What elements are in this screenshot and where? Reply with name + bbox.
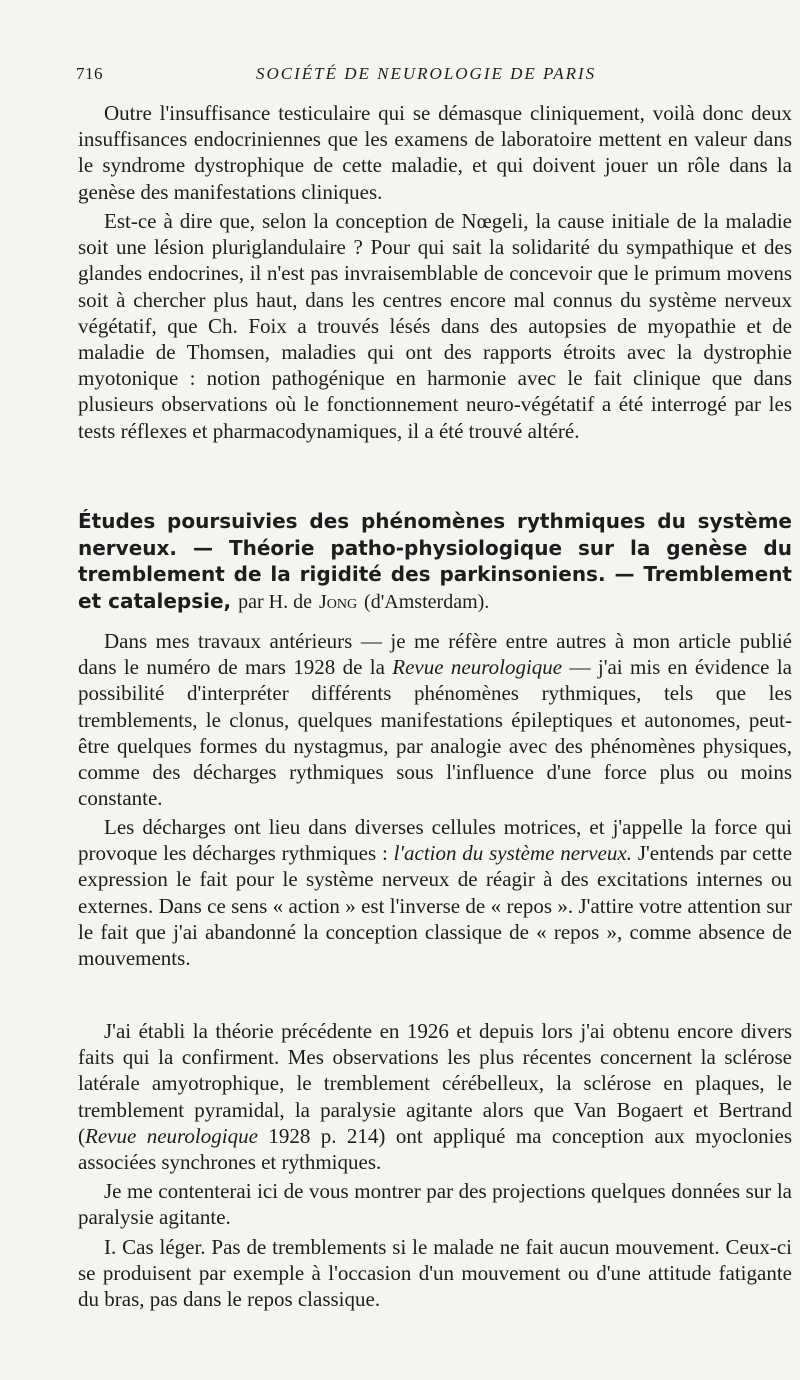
section-heading-title: Études poursuivies des phénomènes rythmiques du système nerveux. — Théorie patho-physiologique sur la genèse du tremblement de la rigidité des parkinsoniens. — Tremblement et catalepsie, [78,509,792,613]
p5-journal: Revue neurologique [85,1123,258,1148]
paragraph-6: Je me contenterai ici de vous montrer par des projections quelques données sur la paralysie agitante. [78,1179,792,1230]
paragraph-1: Outre l'insuffisance testiculaire qui se démasque cliniquement, voilà donc deux insuffisances endocriniennes que les examens de laboratoire mettent en valeur dans le syndrome dystrophique de cette maladie, et qui doivent jouer un rôle dans la genèse des manifestations cliniques. [78,101,792,204]
section-heading [78,508,792,615]
paragraph-2: Est-ce à dire que, selon la conception de Nœgeli, la cause initiale de la maladie soit une lésion pluriglandulaire ? Pour qui sait la solidarité du sympathique et des glandes endocrines, il n'est pas invraisemblable de concevoir que le primum movens soit à chercher plus haut, dans les centres encore mal connus du système nerveux végétatif, que Ch. Foix a trouvés lésés dans des autopsies de myopathie et de maladie de Thomsen, maladies qui ont des rapports étroits avec la dystrophie myotonique : notion pathogénique en harmonie avec le fait clinique que dans plusieurs observations où le fonctionnement neuro-végétatif a été interrogé par les tests réflexes et pharmacodynamiques, il a été trouvé altéré. [78,209,792,443]
author-name: Jong [318,590,358,613]
paragraph-7: I. Cas léger. Pas de tremblements si le malade ne fait aucun mouvement. Ceux-ci se produisent par exemple à l'occasion d'un mouvement ou d'une attitude fatigante du bras, pas dans le repos classique. [78,1235,792,1312]
paragraph-3 [78,628,792,811]
paragraph-4 [78,814,792,971]
p5-text-b: 1928 p. 214) ont appliqué ma conception aux myoclonies associées synchrones et rythmiques. [78,1123,792,1175]
p5-text-a: J'ai établi la théorie précédente en 1926 et depuis lors j'ai obtenu encore divers faits qui la confirment. Mes observations les plus récentes concernent la sclérose latérale amyotrophique, le tremblement cérébelleux, la sclérose en plaques, le tremblement pyramidal, la paralysie agitante alors que Van Bogaert et Bertrand ( [78,1019,792,1148]
p3-text-b: — j'ai mis en évidence la possibilité d'interpréter différents phénomènes rythmiques, tels que les tremblements, le clonus, quelques manifestations épileptiques et autonomes, peut-être quelques formes du nystagmus, par analogie avec des phénomènes physiques, comme des décharges rythmiques sous l'influence d'une force plus ou moins constante. [78,655,792,811]
p4-text-b: J'entends par cette expression le fait pour le système nerveux de réagir à des excitations internes ou externes. Dans ce sens « action » est l'inverse de « repos ». J'attire votre attention sur le fait que j'ai abandonné la conception classique de « repos », comme absence de mouvements. [78,841,793,971]
byline-prefix: par H. de [238,590,312,613]
page-header [76,64,796,94]
p3-text-a: Dans mes travaux antérieurs — je me réfère entre autres à mon article publié dans le numéro de mars 1928 de la [78,629,792,680]
p4-text-a: Les décharges ont lieu dans diverses cellules motrices, et j'appelle la force qui provoque les décharges rythmiques : [78,815,792,866]
p3-journal: Revue neurologique [392,655,563,680]
paragraph-5 [78,1018,792,1175]
page-number: 716 [76,64,103,83]
author-affiliation: (d'Amsterdam). [364,590,490,613]
p4-term: l'action du système nerveux. [393,841,632,866]
running-title: SOCIÉTÉ DE NEUROLOGIE DE PARIS [256,64,597,83]
